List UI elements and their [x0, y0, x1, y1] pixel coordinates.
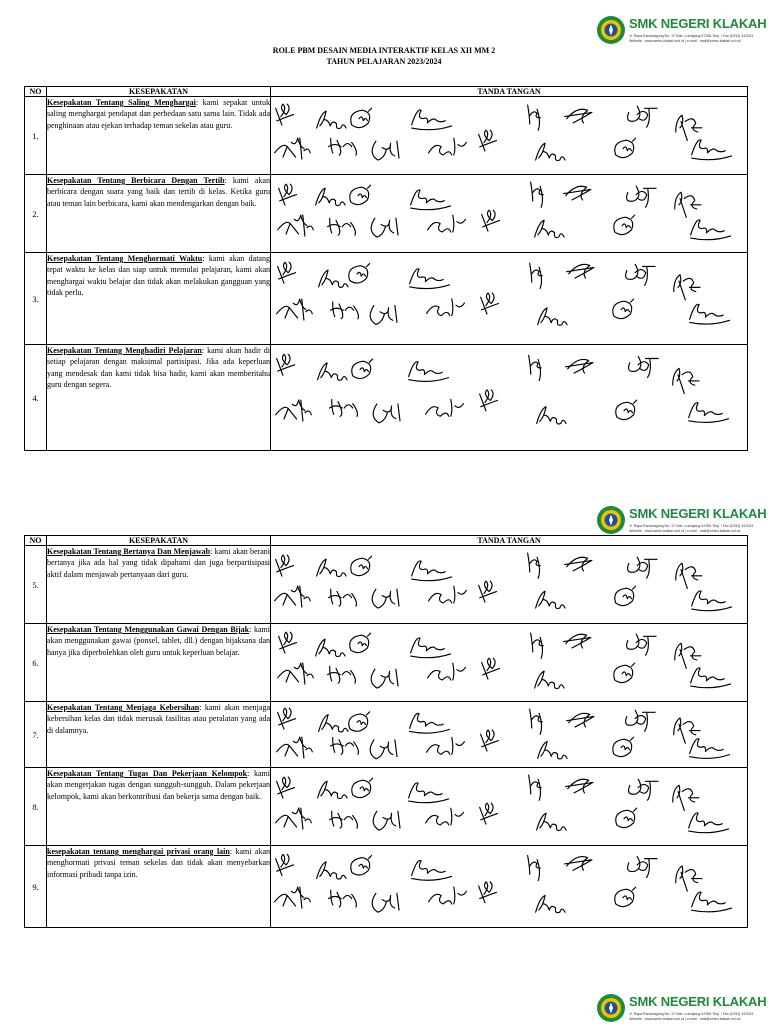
signature-mark: [276, 555, 294, 576]
signature-mark: [692, 591, 732, 611]
signature-mark: [429, 138, 467, 155]
row-number: 8.: [25, 768, 47, 846]
signature-mark: [535, 671, 564, 688]
signature-mark: [329, 890, 357, 907]
agreement-heading: Kesepakatan Tentang Menghadiri Pelajaran: [47, 346, 202, 355]
school-contact: Website : www.smkn-klakah.sch.id | e-mail : mail@smkn-klakah.sch.id: [629, 1017, 741, 1021]
signature-mark: [565, 557, 592, 571]
signature-mark: [428, 215, 466, 232]
signature-mark: [627, 186, 657, 207]
signature-mark: [317, 111, 346, 128]
signature-mark: [689, 813, 729, 833]
agreement-body: : kami sepakat untuk saling menghargai pendapat dan perbedaan satu sama lain. Tidak ada penghinaan atau ejekan terhadap teman sekelas atau guru.: [47, 98, 270, 130]
signature-mark: [481, 730, 499, 751]
signature-mark: [616, 400, 637, 420]
signature-mark: [410, 713, 450, 733]
header-tanda-tangan: TANDA TANGAN: [271, 87, 748, 97]
signature-mark: [675, 643, 701, 668]
signature-mark: [279, 632, 297, 653]
signature-mark: [276, 400, 312, 421]
signature-mark: [372, 141, 399, 160]
agreement-heading: Kesepakatan Tentang Menggunakan Gawai Dengan Bijak: [47, 625, 250, 634]
agreement-body: : kami akan menjaga kebersihan kelas dan tidak merusak fasilitas atau peralatan yang ada di dalamnya.: [47, 703, 270, 735]
signature-mark: [538, 308, 567, 325]
signature-mark: [564, 186, 591, 200]
agreement-text: [47, 624, 271, 702]
signature-mark: [676, 866, 702, 891]
agreement-heading: Kesepakatan Tentang Menjaga Kebersihan: [47, 703, 200, 712]
signature-mark: [614, 215, 635, 235]
signature-mark: [373, 404, 400, 423]
signature-mark: [628, 106, 658, 127]
signature-mark: [429, 887, 467, 904]
signature-mark: [614, 663, 635, 683]
table-row: [25, 702, 748, 768]
signature-mark: [531, 182, 544, 207]
signature-mark: [412, 561, 452, 581]
agreement-text: [47, 175, 271, 253]
signature-mark: [480, 803, 498, 824]
table-row: [25, 345, 748, 451]
signature-mark: [370, 740, 397, 759]
signature-mark: [276, 104, 294, 125]
signature-mark: [429, 586, 467, 603]
signature-mark: [371, 218, 398, 237]
signature-mark: [613, 299, 634, 319]
signature-mark: [615, 887, 636, 907]
signature-mark: [275, 887, 311, 908]
school-logo-icon: [596, 505, 626, 535]
table-header-row: [25, 87, 748, 97]
row-number: 7.: [25, 702, 47, 768]
agreement-heading: Kesepakatan Tentang Menghormati Waktu: [47, 254, 203, 263]
signature-mark: [318, 363, 347, 380]
signature-mark: [316, 188, 345, 205]
agreement-text: [47, 97, 271, 175]
table-row: [25, 768, 748, 846]
school-name: SMK NEGERI KLAKAH: [629, 994, 767, 1009]
agreement-body: : kami akan mengerjakan tugas dengan sungguh-sungguh. Dalam pekerjaan kelompok, kami akan berkontribusi dan bekerja sama dengan baik.: [47, 769, 270, 801]
handwritten-signatures: [271, 624, 746, 700]
signature-mark: [537, 407, 566, 424]
signature-mark: [279, 184, 297, 205]
signature-mark: [566, 779, 593, 793]
agreement-table-page-2: [24, 535, 748, 928]
agreement-text: [47, 546, 271, 624]
header-no: NO: [25, 536, 47, 546]
signature-mark: [329, 138, 357, 155]
row-number: 9.: [25, 846, 47, 928]
row-number: 5.: [25, 546, 47, 624]
signature-mark: [528, 553, 541, 578]
signature-mark: [352, 778, 373, 798]
signature-mark: [629, 356, 659, 377]
signature-mark: [275, 138, 311, 159]
signature-mark: [275, 586, 311, 607]
school-name: SMK NEGERI KLAKAH: [629, 506, 767, 521]
school-header: [596, 993, 768, 1027]
agreement-heading: Kesepakatan Tentang Berbicara Dengan Tertib: [47, 176, 225, 185]
signature-mark: [411, 638, 451, 658]
signature-mark: [616, 808, 637, 828]
signature-mark: [331, 738, 359, 755]
signature-mark: [536, 591, 565, 608]
agreement-text: [47, 253, 271, 345]
signature-mark: [372, 589, 399, 608]
signature-mark: [319, 270, 348, 287]
signature-mark: [278, 215, 314, 236]
signature-mark: [530, 709, 543, 734]
signature-mark: [352, 359, 373, 379]
signature-mark: [690, 304, 730, 324]
table-header-row: [25, 536, 748, 546]
table-row: [25, 253, 748, 345]
signature-mark: [371, 669, 398, 688]
signature-mark: [427, 299, 465, 316]
signature-mark: [567, 264, 594, 278]
signature-mark: [426, 399, 464, 416]
signature-mark: [276, 808, 312, 829]
signature-mark: [531, 633, 544, 658]
agreement-text: [47, 345, 271, 451]
school-contact: Website : www.smkn-klakah.sch.id | e-mail : mail@smkn-klakah.sch.id: [629, 39, 741, 43]
signature-mark: [277, 299, 313, 320]
signature-mark: [628, 557, 658, 578]
signature-mark: [350, 185, 371, 205]
row-number: 3.: [25, 253, 47, 345]
signature-mark: [691, 668, 731, 688]
signature-cell: [271, 624, 748, 702]
header-kesepakatan: KESEPAKATAN: [47, 87, 271, 97]
signature-cell: [271, 846, 748, 928]
signature-mark: [567, 713, 594, 727]
signature-mark: [412, 860, 452, 880]
school-header: [596, 15, 768, 49]
signature-mark: [329, 589, 357, 606]
signature-mark: [330, 811, 358, 828]
signature-cell: [271, 253, 748, 345]
signature-mark: [628, 857, 658, 878]
signature-mark: [615, 586, 636, 606]
signature-mark: [373, 811, 400, 830]
signature-mark: [409, 362, 449, 382]
school-name: SMK NEGERI KLAKAH: [629, 16, 767, 31]
agreement-body: : kami akan berani bertanya jika ada hal yang tidak dipahami dan juga berpartisipasi aktif dalam menjawab pertanyaan dari guru.: [47, 547, 270, 579]
header-kesepakatan: KESEPAKATAN: [47, 536, 271, 546]
signature-mark: [530, 263, 543, 288]
agreement-body: : kami akan menghormati privasi teman sekelas dan tidak akan menyebarkan informasi pribadi tanpa izin.: [47, 847, 271, 879]
agreement-body: : kami akan berbicara dengan suara yang baik dan tertib di kelas. Ketika guru atau teman lain berbicara, kami akan mendengarkan dengan baik.: [47, 176, 270, 208]
handwritten-signatures: [271, 97, 746, 173]
signature-mark: [529, 775, 542, 800]
signature-cell: [271, 768, 748, 846]
signature-mark: [316, 639, 345, 656]
signature-mark: [565, 857, 592, 871]
signature-mark: [566, 359, 593, 373]
signature-mark: [674, 275, 700, 300]
signature-cell: [271, 345, 748, 451]
signature-mark: [482, 658, 500, 679]
signature-mark: [690, 739, 730, 759]
signature-cell: [271, 97, 748, 175]
table-row: [25, 846, 748, 928]
signature-mark: [535, 220, 564, 237]
school-logo-icon: [596, 15, 626, 45]
signature-mark: [370, 306, 397, 325]
signature-mark: [673, 368, 699, 393]
signature-mark: [675, 192, 701, 217]
row-number: 6.: [25, 624, 47, 702]
agreement-body: : kami akan datang tepat waktu ke kelas dan siap untuk memulai pelajaran, kami akan menghargai waktu belajar dan tidak akan melakukan gangguan yang tidak perlu.: [47, 254, 270, 298]
signature-mark: [528, 105, 541, 130]
header-tanda-tangan: TANDA TANGAN: [271, 536, 748, 546]
signature-mark: [480, 390, 498, 411]
signature-mark: [317, 559, 346, 576]
signature-mark: [351, 108, 372, 128]
school-address: Jl. Raya Randuagung No. 17 Kab. Lumajang 67356 Telp. / Fax (0334) 341003: [629, 34, 754, 38]
school-address: Jl. Raya Randuagung No. 17 Kab. Lumajang 67356 Telp. / Fax (0334) 341003: [629, 524, 754, 528]
signature-mark: [427, 738, 465, 755]
signature-mark: [411, 190, 451, 210]
agreement-text: [47, 702, 271, 768]
handwritten-signatures: [271, 175, 746, 251]
agreement-heading: kesepakatan tentang menghargai privasi orang lain: [47, 847, 230, 856]
signature-mark: [351, 856, 372, 876]
signature-cell: [271, 546, 748, 624]
signature-mark: [689, 403, 729, 423]
table-row: [25, 546, 748, 624]
signature-mark: [529, 355, 542, 380]
signature-mark: [349, 712, 370, 732]
row-number: 1.: [25, 97, 47, 175]
signature-mark: [482, 210, 500, 231]
signature-mark: [351, 556, 372, 576]
signature-mark: [410, 269, 450, 289]
school-header: [596, 505, 768, 539]
handwritten-signatures: [271, 846, 746, 926]
handwritten-signatures: [271, 546, 746, 622]
school-logo-icon: [596, 993, 626, 1023]
signature-mark: [479, 882, 497, 903]
handwritten-signatures: [271, 702, 746, 766]
signature-mark: [537, 813, 566, 830]
signature-mark: [350, 633, 371, 653]
signature-mark: [277, 777, 295, 798]
signature-mark: [426, 808, 464, 825]
signature-mark: [692, 892, 732, 912]
signature-mark: [277, 737, 313, 758]
signature-mark: [412, 110, 452, 130]
signature-mark: [613, 737, 634, 757]
agreement-text: [47, 846, 271, 928]
signature-mark: [626, 710, 656, 731]
header-no: NO: [25, 87, 47, 97]
signature-mark: [328, 218, 356, 235]
row-number: 2.: [25, 175, 47, 253]
school-address: Jl. Raya Randuagung No. 17 Kab. Lumajang 67356 Telp. / Fax (0334) 341003: [629, 1012, 754, 1016]
table-row: [25, 175, 748, 253]
table-row: [25, 624, 748, 702]
signature-mark: [330, 400, 358, 417]
handwritten-signatures: [271, 768, 746, 844]
signature-cell: [271, 175, 748, 253]
handwritten-signatures: [271, 345, 746, 449]
handwritten-signatures: [271, 253, 746, 343]
signature-mark: [331, 302, 359, 319]
agreement-heading: Kesepakatan Tentang Tugas Dan Pekerjaan Kelompok: [47, 769, 248, 778]
table-row: [25, 97, 748, 175]
signature-mark: [278, 262, 296, 283]
signature-mark: [673, 785, 699, 810]
signature-mark: [627, 634, 657, 655]
document-title: ROLE PBM DESAIN MEDIA INTERAKTIF KELAS XII MM 2: [272, 46, 496, 55]
signature-mark: [328, 666, 356, 683]
agreement-body: : kami akan menggunakan gawai (ponsel, tablet, dll.) dengan bijaksana dan hanya jika diperbolehkan oleh guru untuk keperluan belajar.: [47, 625, 270, 657]
signature-mark: [536, 143, 565, 160]
signature-mark: [278, 708, 296, 729]
signature-mark: [626, 264, 656, 285]
signature-mark: [629, 779, 659, 800]
signature-mark: [319, 715, 348, 732]
signature-mark: [692, 140, 732, 160]
signature-mark: [615, 138, 636, 158]
signature-mark: [481, 293, 499, 314]
agreement-heading: Kesepakatan Tentang Saling Menghargai: [47, 98, 196, 107]
agreement-body: : kami akan hadir di setiap pelajaran dengan maksimal partisipasi. Jika ada keperluan yang mendesak dan kami tidak bisa hadir, kami akan memberitahu guru dengan segera.: [47, 346, 270, 390]
signature-mark: [277, 354, 295, 375]
school-contact: Website : www.smkn-klakah.sch.id | e-mail : mail@smkn-klakah.sch.id: [629, 529, 741, 533]
signature-mark: [317, 862, 346, 879]
signature-mark: [528, 855, 541, 880]
signature-mark: [409, 783, 449, 803]
document-year: TAHUN PELAJARAN 2023/2024: [326, 57, 442, 66]
signature-mark: [691, 220, 731, 240]
signature-mark: [538, 742, 567, 759]
signature-mark: [564, 634, 591, 648]
signature-mark: [278, 663, 314, 684]
signature-mark: [536, 895, 565, 912]
signature-mark: [676, 115, 702, 140]
signature-mark: [276, 854, 294, 875]
agreement-table-page-1: [24, 86, 748, 451]
signature-mark: [318, 781, 347, 798]
signature-mark: [372, 893, 399, 912]
signature-mark: [479, 130, 497, 151]
signature-mark: [479, 581, 497, 602]
row-number: 4.: [25, 345, 47, 451]
agreement-text: [47, 768, 271, 846]
signature-cell: [271, 702, 748, 768]
signature-mark: [565, 109, 592, 123]
signature-mark: [428, 663, 466, 680]
signature-mark: [349, 264, 370, 284]
signature-mark: [676, 563, 702, 588]
agreement-heading: Kesepakatan Tentang Bertanya Dan Menjawab: [47, 547, 211, 556]
